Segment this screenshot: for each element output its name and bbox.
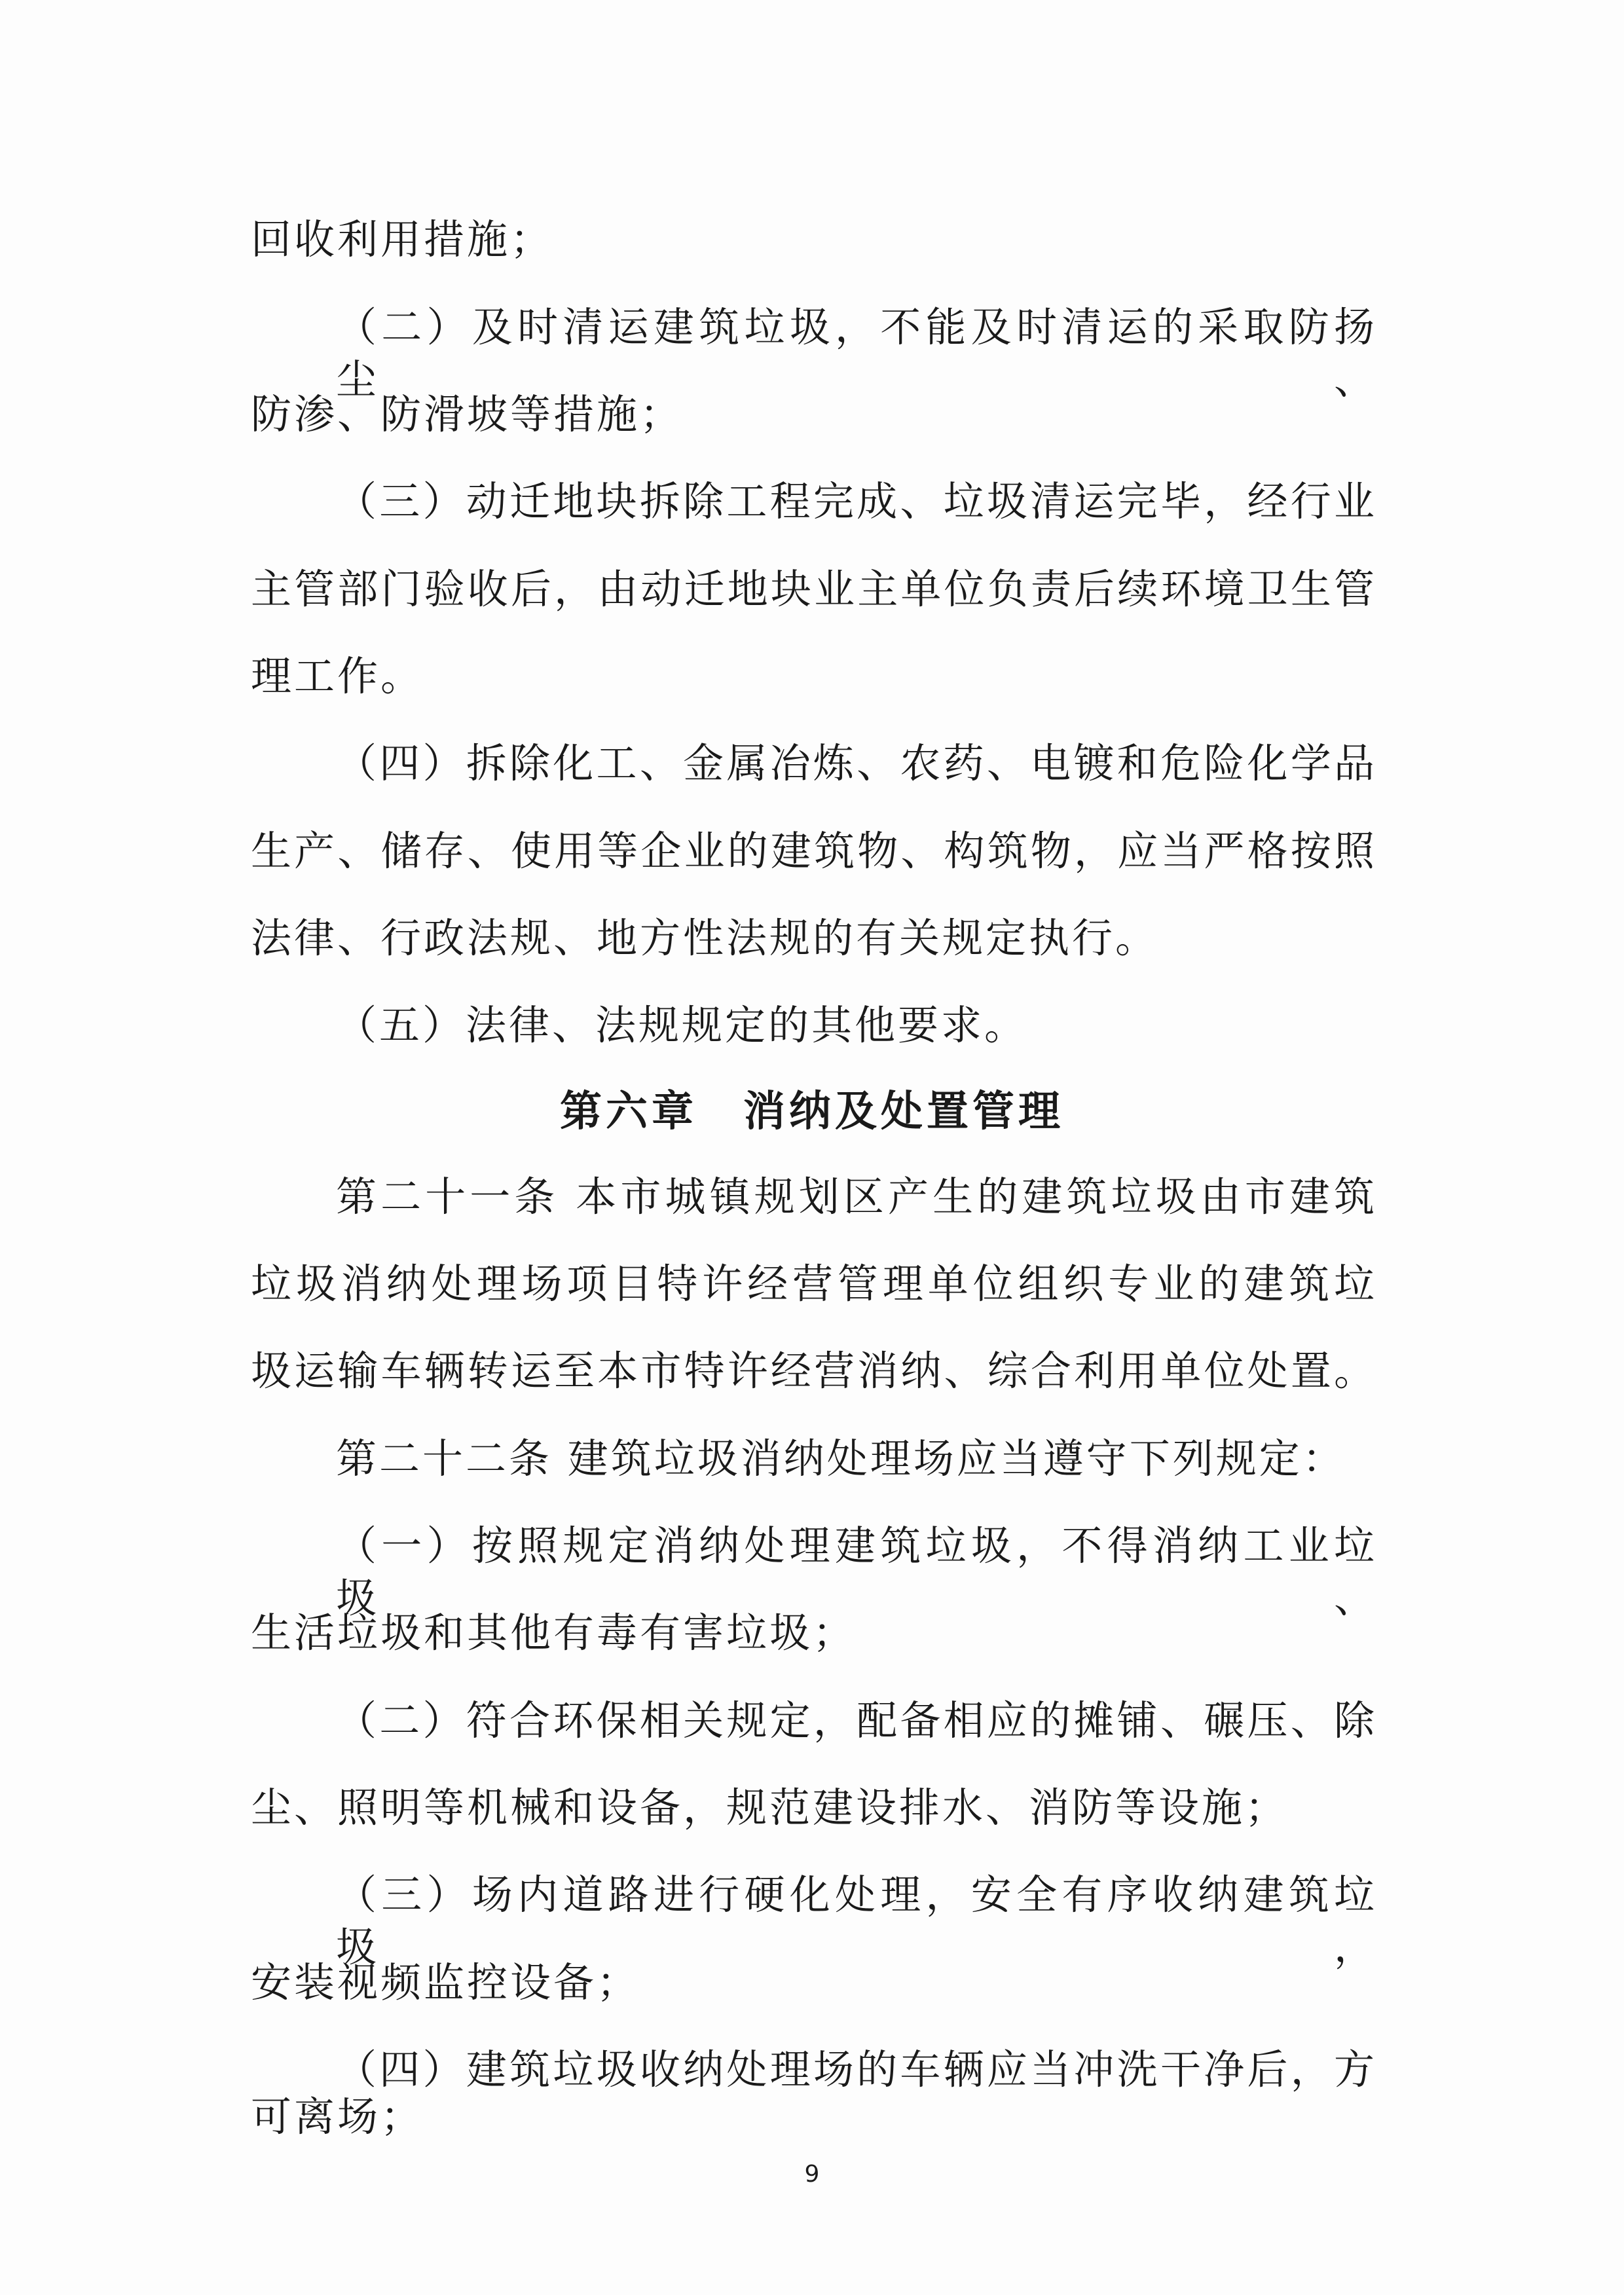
page-number: 9 bbox=[804, 2161, 820, 2188]
text-line: （一）按照规定消纳处理建筑垃圾，不得消纳工业垃圾、 bbox=[336, 1522, 1377, 1622]
text-line: （三）场内道路进行硬化处理，安全有序收纳建筑垃圾， bbox=[336, 1871, 1377, 1971]
text-line: （三）动迁地块拆除工程完成、垃圾清运完毕，经行业 bbox=[336, 477, 1377, 525]
text-line: （二）符合环保相关规定，配备相应的摊铺、碾压、除 bbox=[336, 1697, 1377, 1744]
text-line: 理工作。 bbox=[251, 652, 424, 700]
text-line: 可离场； bbox=[251, 2093, 424, 2140]
text-line: 主管部门验收后，由动迁地块业主单位负责后续环境卫生管 bbox=[251, 565, 1377, 613]
text-line: 第二十二条 建筑垃圾消纳处理场应当遵守下列规定： bbox=[336, 1435, 1346, 1482]
text-line: （二）及时清运建筑垃圾，不能及时清运的采取防扬尘、 bbox=[336, 303, 1377, 403]
text-line: （四）建筑垃圾收纳处理场的车辆应当冲洗干净后，方 bbox=[336, 2046, 1377, 2093]
text-line: 生产、储存、使用等企业的建筑物、构筑物，应当严格按照 bbox=[251, 827, 1377, 875]
text-line: 垃圾消纳处理场项目特许经营管理单位组织专业的建筑垃 bbox=[251, 1260, 1377, 1308]
text-line: 防渗、防滑坡等措施； bbox=[251, 390, 684, 438]
text-line: 尘、照明等机械和设备，规范建设排水、消防等设施； bbox=[251, 1784, 1289, 1831]
text-line: 生活垃圾和其他有毒有害垃圾； bbox=[251, 1609, 857, 1657]
text-line: （四）拆除化工、金属冶炼、农药、电镀和危险化学品 bbox=[336, 739, 1377, 787]
text-line: （五）法律、法规规定的其他要求。 bbox=[336, 1001, 1028, 1049]
text-line: 回收利用措施； bbox=[251, 215, 554, 263]
text-line: 第二十一条 本市城镇规划区产生的建筑垃圾由市建筑 bbox=[336, 1173, 1377, 1221]
chapter-heading: 第六章 消纳及处置管理 bbox=[560, 1088, 1064, 1136]
text-line: 法律、行政法规、地方性法规的有关规定执行。 bbox=[251, 914, 1159, 962]
text-line: 安装视频监控设备； bbox=[251, 1958, 640, 2006]
text-line: 圾运输车辆转运至本市特许经营消纳、综合利用单位处置。 bbox=[251, 1347, 1377, 1395]
